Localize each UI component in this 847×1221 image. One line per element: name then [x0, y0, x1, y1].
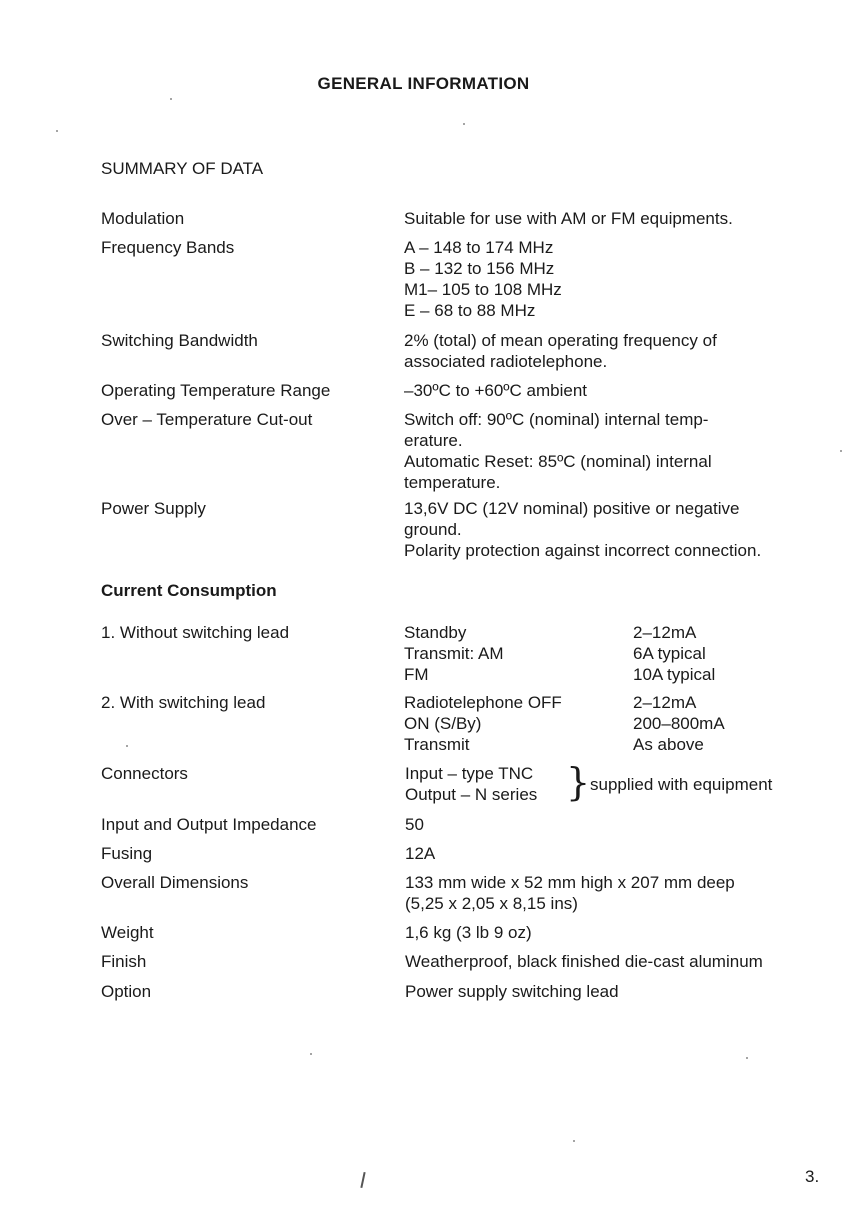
page-number: 3.: [805, 1167, 820, 1186]
switching-bandwidth-value: 2% (total) of mean operating frequency of associated radiotelephone.: [404, 331, 717, 371]
operating-temp-label: Operating Temperature Range: [101, 381, 331, 400]
finish-label: Finish: [101, 952, 147, 971]
scan-speck: [840, 450, 842, 452]
scan-mark: [360, 1172, 365, 1188]
operating-temp-value: –30ºC to +60ºC ambient: [404, 381, 587, 400]
fusing-label: Fusing: [101, 844, 153, 863]
modulation-value: Suitable for use with AM or FM equipments.: [404, 209, 733, 228]
frequency-bands-value: A – 148 to 174 MHz B – 132 to 156 MHz M1– 105 to 108 MHz E – 68 to 88 MHz: [404, 238, 562, 320]
section-title: SUMMARY OF DATA: [101, 159, 264, 178]
page-title: GENERAL INFORMATION: [317, 74, 530, 93]
brace-glyph: }: [566, 760, 591, 804]
frequency-bands-label: Frequency Bands: [101, 238, 235, 257]
scan-speck: [170, 98, 172, 100]
impedance-value: 50: [405, 815, 424, 834]
option-value: Power supply switching lead: [405, 982, 619, 1001]
without-switching-conditions: Standby Transmit: AM FM: [404, 623, 504, 684]
with-switching-values: 2–12mA 200–800mA As above: [633, 693, 725, 754]
without-switching-values: 2–12mA 6A typical 10A typical: [633, 623, 716, 684]
scan-speck: [126, 745, 128, 747]
fusing-value: 12A: [405, 844, 436, 863]
option-label: Option: [101, 982, 152, 1001]
dimensions-label: Overall Dimensions: [101, 873, 249, 892]
connectors-items: Input – type TNC Output – N series: [405, 764, 538, 804]
scan-speck: [573, 1140, 575, 1142]
power-supply-value: 13,6V DC (12V nominal) positive or negative ground. Polarity protection against incorrect connection.: [404, 499, 762, 560]
scan-speck: [746, 1057, 748, 1059]
switching-bandwidth-label: Switching Bandwidth: [101, 331, 258, 350]
dimensions-value: 133 mm wide x 52 mm high x 207 mm deep (5,25 x 2,05 x 8,15 ins): [405, 873, 735, 913]
scan-speck: [310, 1053, 312, 1055]
with-switching-label: 2. With switching lead: [101, 693, 266, 712]
with-switching-conditions: Radiotelephone OFF ON (S/By) Transmit: [404, 693, 562, 754]
over-temp-label: Over – Temperature Cut-out: [101, 410, 313, 429]
current-consumption-heading: Current Consumption: [101, 581, 277, 600]
connectors-note: supplied with equipment: [590, 775, 773, 794]
power-supply-label: Power Supply: [101, 499, 206, 518]
weight-value: 1,6 kg (3 lb 9 oz): [405, 923, 532, 942]
scan-speck: [56, 130, 58, 132]
weight-label: Weight: [101, 923, 154, 942]
over-temp-value: Switch off: 90ºC (nominal) internal temp- erature. Automatic Reset: 85ºC (nominal) internal temperature.: [404, 410, 712, 492]
connectors-label: Connectors: [101, 764, 188, 783]
finish-value: Weatherproof, black finished die-cast aluminum: [405, 952, 763, 971]
without-switching-label: 1. Without switching lead: [101, 623, 290, 642]
scan-speck: [463, 123, 465, 125]
modulation-label: Modulation: [101, 209, 185, 228]
impedance-label: Input and Output Impedance: [101, 815, 317, 834]
